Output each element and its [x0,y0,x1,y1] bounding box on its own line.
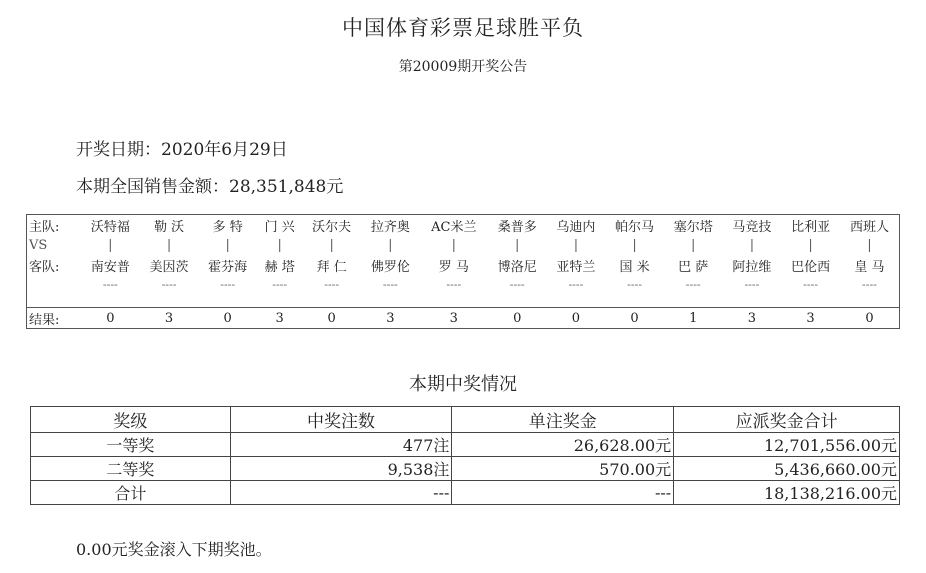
vs-mark: | [277,237,282,253]
prize-level: 二等奖 [31,457,231,481]
home-team: 帕尔马 [615,219,655,235]
dash-mark: ---- [272,277,288,291]
prize-count: --- [230,481,452,505]
away-team: 巴 萨 [678,259,709,275]
away-team: 国 米 [619,259,650,275]
dash-mark: ---- [102,277,118,291]
away-team: 博洛尼 [497,259,537,275]
vs-mark: | [451,237,456,253]
home-team: 门 兴 [264,219,295,235]
away-team: 拜 仁 [316,259,347,275]
away-team: 亚特兰 [556,259,596,275]
vs-mark: | [515,237,520,253]
prize-count: 9,538注 [230,457,452,481]
page-subtitle: 第20009期开奖公告 [398,59,528,75]
prize-header-row [31,407,900,433]
away-team: 阿拉维 [732,259,772,275]
home-team: 拉齐奥 [370,219,410,235]
home-team: 沃特福 [90,219,130,235]
match-result: 0 [488,308,547,329]
dash-mark: ---- [803,277,818,291]
result-label: 结果: [27,308,82,329]
home-label: 主队: [29,219,60,235]
header-level: 奖级 [31,407,231,433]
result-row [27,308,900,329]
dash-row [27,275,900,293]
dash-mark: ---- [509,277,525,291]
rollover-note: 0.00元奖金滚入下期奖池。 [76,540,272,559]
vs-mark: | [867,237,872,253]
match-result: 3 [420,308,488,329]
home-team: 马竞技 [732,219,772,235]
dash-mark: ---- [568,277,584,291]
away-team: 赫 塔 [264,259,295,275]
match-result: 0 [605,308,664,329]
vs-mark: | [808,237,813,253]
vs-mark: | [749,237,755,253]
home-team: AC米兰 [431,219,477,235]
match-result: 0 [840,308,900,329]
vs-label: VS [29,237,48,253]
spacer-row [27,293,900,308]
match-result: 0 [81,308,140,329]
prize-row-first [31,433,900,457]
vs-mark: | [225,237,230,253]
home-team-row [27,215,900,236]
away-team-row [27,255,900,275]
dash-mark: ---- [220,277,236,291]
match-result: 3 [723,308,782,329]
prize-table [30,406,900,505]
prize-total: 5,436,660.00元 [674,457,900,481]
prize-total: 12,701,556.00元 [674,433,900,457]
dash-mark: ---- [685,277,701,291]
dash-mark: ---- [862,277,877,291]
vs-mark: | [691,237,696,253]
away-team: 罗 马 [438,259,469,275]
dash-mark: ---- [446,277,462,291]
header-unit-prize: 单注奖金 [452,407,674,433]
dash-mark: ---- [161,277,177,291]
home-team: 西班人 [849,219,889,235]
prize-unit: 26,628.00元 [452,433,674,457]
match-table [26,214,900,329]
away-team: 皇 马 [854,259,885,275]
match-result: 3 [781,308,840,329]
home-team: 乌迪内 [556,219,596,235]
prize-unit: --- [452,481,674,505]
prize-row-second [31,457,900,481]
page-title: 中国体育彩票足球胜平负 [342,16,584,40]
dash-mark: ---- [627,277,642,291]
away-team: 霍芬海 [208,259,248,275]
away-label: 客队: [29,259,60,275]
away-team: 佛罗伦 [370,259,410,275]
match-result: 3 [257,308,302,329]
vs-mark: | [632,237,637,253]
vs-mark: | [166,237,172,253]
prize-total: 18,138,216.00元 [674,481,900,505]
away-team: 南安普 [90,259,130,275]
vs-row [27,235,900,255]
home-team: 比利亚 [791,219,831,235]
home-team: 勒 沃 [153,219,185,235]
header-total: 应派奖金合计 [674,407,900,433]
match-result: 1 [664,308,723,329]
away-team: 巴伦西 [791,259,831,275]
prize-level: 合计 [31,481,231,505]
vs-mark: | [388,237,393,253]
match-result: 0 [302,308,361,329]
home-team: 多 特 [212,219,243,235]
match-result: 0 [547,308,606,329]
home-team: 沃尔夫 [312,219,352,235]
dash-mark: ---- [324,277,340,291]
draw-date: 开奖日期：2020年6月29日 [76,140,288,160]
match-result: 0 [198,308,257,329]
home-team: 塞尔塔 [673,219,713,235]
dash-mark: ---- [744,277,760,291]
prize-row-sum [31,481,900,505]
prize-unit: 570.00元 [452,457,674,481]
vs-mark: | [108,237,113,253]
prize-level: 一等奖 [31,433,231,457]
header-count: 中奖注数 [230,407,452,433]
prize-section-title: 本期中奖情况 [409,374,517,395]
match-result: 3 [361,308,420,329]
dash-mark: ---- [382,277,398,291]
sales-amount: 本期全国销售金额：28,351,848元 [76,177,344,197]
prize-count: 477注 [230,433,452,457]
vs-mark: | [573,237,579,253]
match-result: 3 [140,308,199,329]
home-team: 桑普多 [497,219,537,235]
away-team: 美因茨 [149,259,189,275]
vs-mark: | [329,237,334,253]
